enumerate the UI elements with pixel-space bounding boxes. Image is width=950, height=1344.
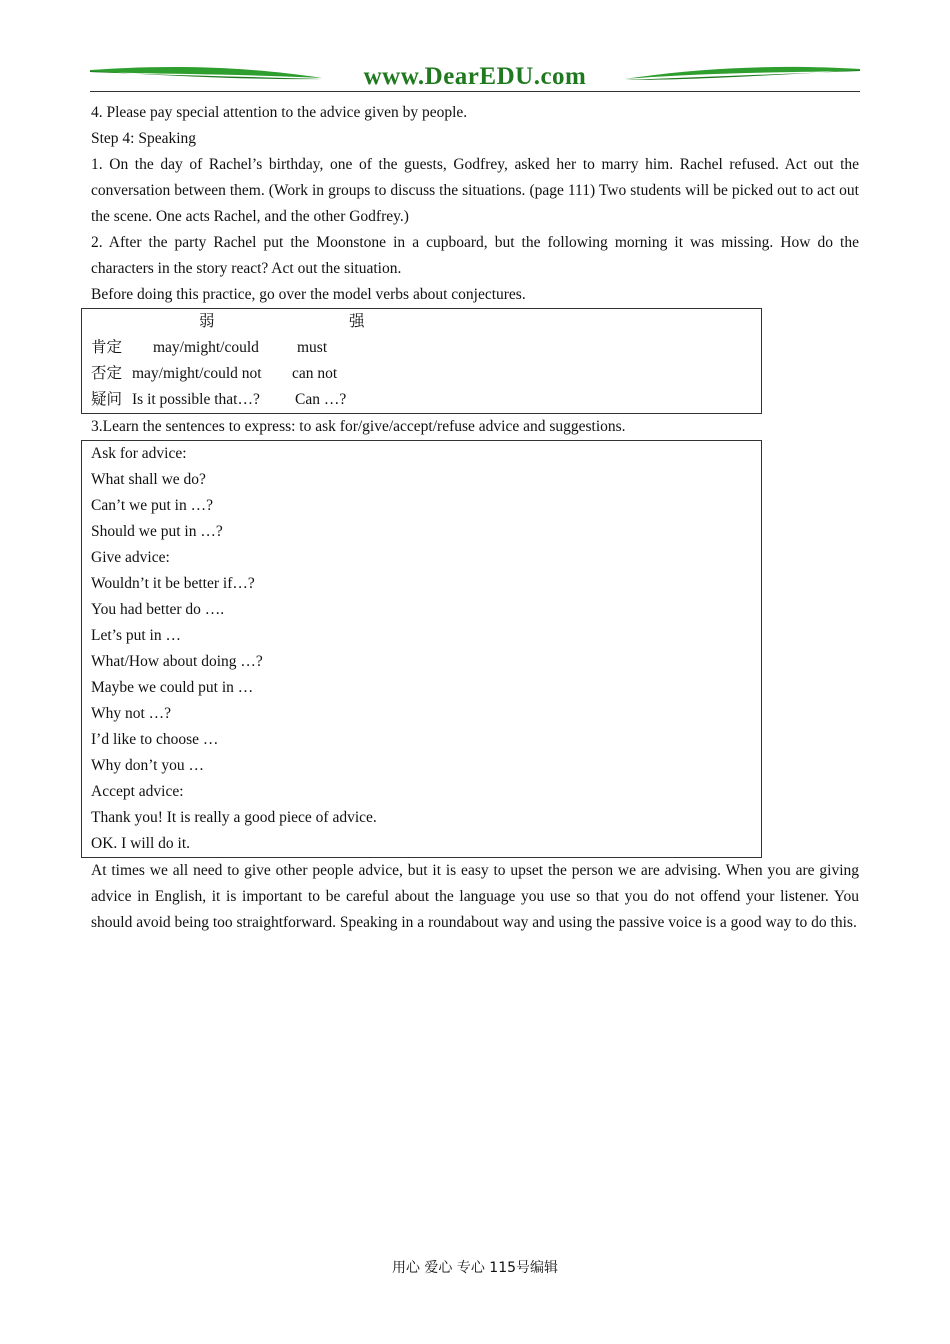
row-weak: may/might/could xyxy=(153,339,259,356)
row-label: 否定 xyxy=(91,365,123,382)
conjecture-row-negative xyxy=(91,361,761,387)
advice-sentences-box xyxy=(81,440,762,858)
point-4: 4. Please pay special attention to the advice given by people. xyxy=(91,104,468,121)
row-strong: must xyxy=(297,339,328,356)
advice-line: Wouldn’t it be better if…? xyxy=(91,575,255,592)
advice-line: Why don’t you … xyxy=(91,757,204,774)
speaking-task-2: 2. After the party Rachel put the Moonstone in a cupboard, but the following morning it was missing. How do the characters in the story react? Act out the situation. xyxy=(91,234,859,277)
advice-line: I’d like to choose … xyxy=(91,731,219,748)
advice-line: You had better do …. xyxy=(91,601,225,618)
closing-paragraph: At times we all need to give other people advice, but it is easy to upset the person we are advising. When you are giving advice in English, it is important to be careful about the language you use so that you do not offend your listener. You should avoid being too straightforward. Speaking in a roundabout way and using the passive voice is a good way to do this. xyxy=(91,862,859,931)
advice-heading-ask: Ask for advice: xyxy=(91,445,187,462)
advice-line: Should we put in …? xyxy=(91,523,223,540)
row-strong: can not xyxy=(292,365,338,382)
conjecture-row-affirmative xyxy=(91,335,761,361)
site-logo: www.DearEDU.com xyxy=(363,63,587,90)
advice-line: Maybe we could put in … xyxy=(91,679,254,696)
advice-heading-accept: Accept advice: xyxy=(91,783,184,800)
conjecture-intro: Before doing this practice, go over the model verbs about conjectures. xyxy=(91,286,526,303)
site-header-banner xyxy=(90,62,860,94)
header-rule xyxy=(90,91,860,92)
advice-line: OK. I will do it. xyxy=(91,835,191,852)
row-weak: may/might/could not xyxy=(132,365,262,382)
advice-line: What/How about doing …? xyxy=(91,653,263,670)
sentences-intro: 3.Learn the sentences to express: to ask for/give/accept/refuse advice and suggestions. xyxy=(91,418,626,435)
header-weak: 弱 xyxy=(199,313,215,330)
advice-line: Can’t we put in …? xyxy=(91,497,213,514)
speaking-task-1: 1. On the day of Rachel’s birthday, one of the guests, Godfrey, asked her to marry him. Rachel refused. Act out the conversation between them. (Work in groups to discuss the situations. (page 111) Two students will be picked out to act out the scene. One acts Rachel, and the other Godfrey.) xyxy=(91,156,859,225)
document-body xyxy=(91,100,859,936)
row-label: 疑问 xyxy=(91,391,123,408)
advice-line: Let’s put in … xyxy=(91,627,181,644)
conjecture-table xyxy=(81,308,762,414)
conjecture-row-question xyxy=(91,387,761,413)
conjecture-header-row xyxy=(91,309,761,335)
advice-line: Thank you! It is really a good piece of advice. xyxy=(91,809,377,826)
row-weak: Is it possible that…? xyxy=(132,391,260,408)
header-strong: 强 xyxy=(349,313,365,330)
advice-line: Why not …? xyxy=(91,705,172,722)
row-strong: Can …? xyxy=(295,391,347,408)
page-footer: 用心 爱心 专心 115号编辑 xyxy=(391,1260,559,1276)
step-4-heading: Step 4: Speaking xyxy=(91,130,197,147)
advice-line: What shall we do? xyxy=(91,471,206,488)
row-label: 肯定 xyxy=(91,339,123,356)
advice-heading-give: Give advice: xyxy=(91,549,170,566)
